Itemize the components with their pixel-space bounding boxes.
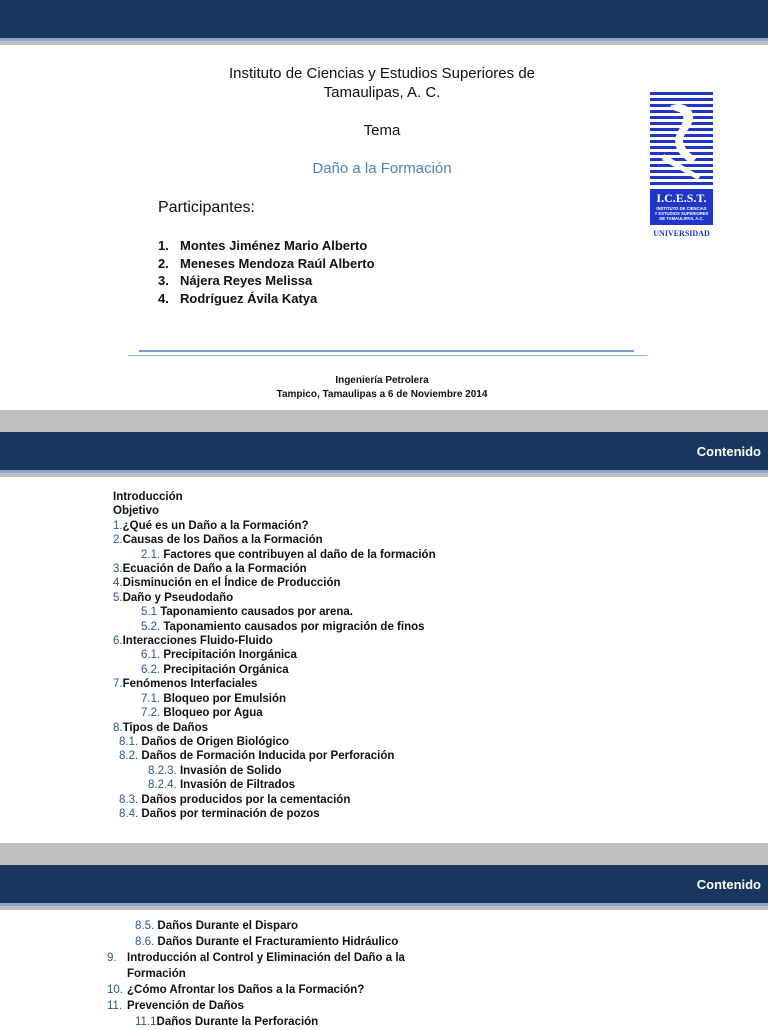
tema-label: Tema — [363, 122, 401, 139]
toc-item: 7.Fenómenos Interfaciales — [113, 678, 258, 691]
career-label: Ingeniería Petrolera — [335, 375, 429, 386]
toc-item: 8.5. Daños Durante el Disparo — [135, 920, 298, 932]
toc-item: 5.Daño y Pseudodaño — [113, 591, 234, 604]
slide2-title: Contenido — [696, 444, 761, 459]
toc-item: 5.1 Taponamiento causados por arena. — [141, 606, 353, 619]
toc-item: 10. ¿Cómo Afrontar los Daños a la Formación? — [107, 984, 365, 996]
participants-heading: Participantes: — [158, 199, 255, 216]
toc-item: 6.Interacciones Fluido-Fluido — [113, 635, 273, 648]
toc-item: 11. Prevención de Daños — [107, 1000, 244, 1012]
participant-item: 4. Rodríguez Ávila Katya — [158, 290, 318, 306]
toc-item: Objetivo — [113, 505, 160, 518]
toc-item: Formación — [127, 968, 186, 980]
participants-list — [158, 237, 375, 307]
icest-logo — [648, 92, 715, 240]
toc-list — [113, 490, 436, 821]
slide1-footer — [0, 374, 764, 402]
toc-list-continued — [107, 918, 447, 1030]
logo-university: UNIVERSIDAD — [653, 229, 710, 238]
slide1-header-grey — [0, 41, 768, 45]
toc-item: 7.1. Bloqueo por Emulsión — [141, 692, 287, 705]
toc-item: 6.2. Precipitación Orgánica — [141, 663, 289, 676]
slide2-header-grey — [0, 473, 768, 477]
toc-item: 11.1Daños Durante la Perforación — [135, 1016, 319, 1028]
toc-item: 8.2.4. Invasión de Filtrados — [148, 779, 296, 792]
toc-item: 3.Ecuación de Daño a la Formación — [113, 563, 307, 576]
slide3-header-grey — [0, 906, 768, 910]
toc-item: 8.1. Daños de Origen Biológico — [119, 735, 289, 748]
toc-item: 1.¿Qué es un Daño a la Formación? — [113, 519, 309, 532]
toc-item: 8.3. Daños producidos por la cementación — [119, 793, 351, 806]
toc-item: 4.Disminución en el Índice de Producción — [113, 577, 341, 590]
institution-line-1: Instituto de Ciencias y Estudios Superiores de — [229, 65, 535, 82]
svg-text:Y ESTUDIOS SUPERIORES: Y ESTUDIOS SUPERIORES — [654, 211, 709, 216]
slide3-header-bar — [0, 865, 768, 903]
logo-name: I.C.E.S.T. — [656, 191, 707, 205]
institution-line-2: Tamaulipas, A. C. — [323, 84, 441, 101]
toc-item: Introducción — [113, 491, 183, 503]
toc-item: 5.2. Taponamiento causados por migración de finos — [141, 620, 425, 633]
slide1-divider — [139, 350, 634, 352]
toc-item: 8.2. Daños de Formación Inducida por Perforación — [119, 750, 395, 763]
place-date: Tampico, Tamaulipas a 6 de Noviembre 2014 — [276, 389, 488, 400]
toc-item: 8.Tipos de Daños — [113, 721, 209, 734]
slide3-top-grey — [0, 843, 768, 865]
toc-item: 2.Causas de los Daños a la Formación — [113, 534, 323, 547]
slide3-title: Contenido — [696, 877, 761, 892]
toc-item: 2.1. Factores que contribuyen al daño de la formación — [141, 548, 436, 561]
slide1-header-bar — [0, 0, 768, 38]
toc-item: 8.6. Daños Durante el Fracturamiento Hidráulico — [135, 936, 399, 948]
toc-item: 8.2.3. Invasión de Solido — [148, 764, 282, 777]
participant-item: 1. Montes Jiménez Mario Alberto — [158, 238, 368, 253]
toc-item: 9. Introducción al Control y Eliminación del Daño a la — [107, 952, 405, 964]
toc-item: 7.2. Bloqueo por Agua — [141, 707, 263, 720]
slide1-divider-thin — [128, 355, 647, 356]
slide2-top-grey — [0, 410, 768, 432]
svg-text:INSTITUTO DE CIENCIAS: INSTITUTO DE CIENCIAS — [656, 206, 707, 211]
slide2-header-bar — [0, 432, 768, 470]
icest-logo-graphic — [648, 92, 715, 240]
participant-item: 2. Meneses Mendoza Raúl Alberto — [158, 255, 375, 271]
participant-item: 3. Nájera Reyes Melissa — [158, 273, 313, 288]
topic-title: Daño a la Formación — [312, 160, 452, 177]
toc-item: 8.4. Daños por terminación de pozos — [119, 807, 320, 820]
svg-text:DE TAMAULIPAS, A.C.: DE TAMAULIPAS, A.C. — [659, 216, 704, 221]
toc-item: 6.1. Precipitación Inorgánica — [141, 649, 297, 662]
